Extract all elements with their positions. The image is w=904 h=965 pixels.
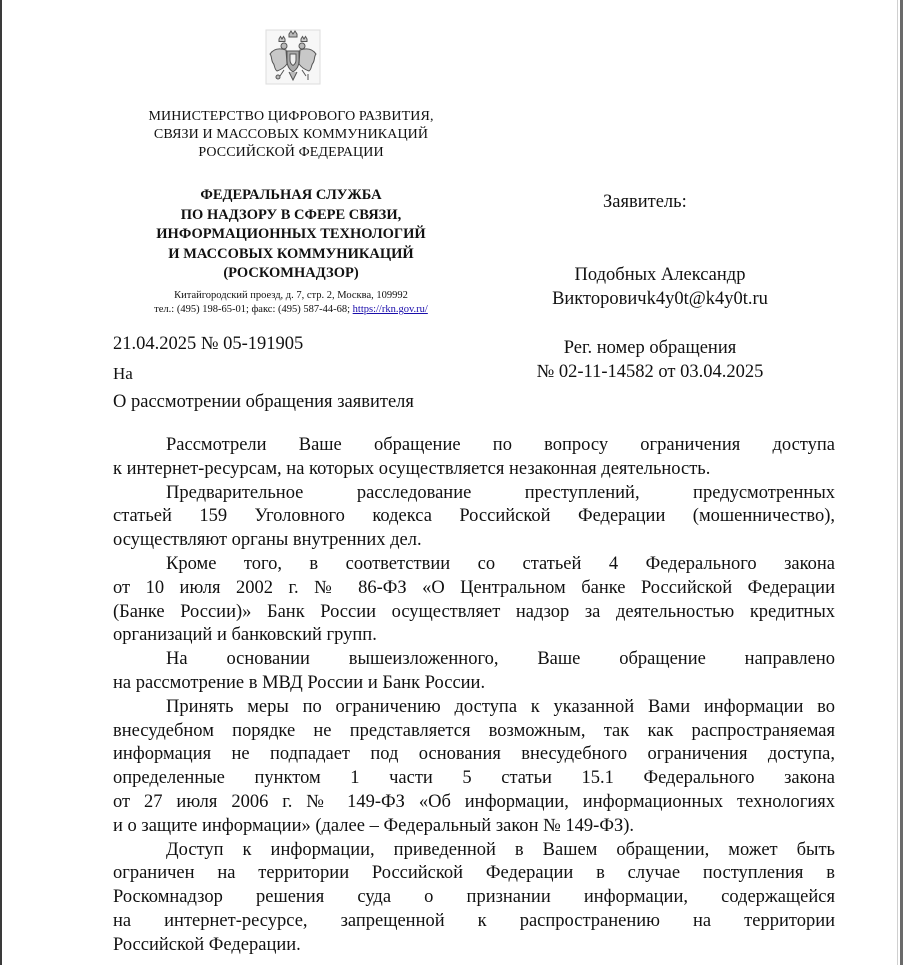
- body-paragraph: [113, 434, 835, 482]
- appeal-reg-label: Рег. номер обращения: [563, 338, 737, 358]
- body-line: (Банке России)» Банк России осуществляет надзор за деятельностью кредитных: [113, 601, 835, 622]
- letter-body: [113, 434, 835, 958]
- service-line: ИНФОРМАЦИОННЫХ ТЕХНОЛОГИЙ: [156, 226, 426, 243]
- contact-block: [110, 289, 472, 317]
- body-line: информация не подпадает под основания внесудебного ограничения доступа,: [113, 744, 835, 765]
- body-paragraph: [113, 648, 835, 696]
- body-line: ограничен на территории Российской Федерации в случае поступления в: [113, 863, 835, 884]
- in-reply-to-label: На: [113, 364, 133, 383]
- appeal-registration: [500, 336, 800, 384]
- postal-address: Китайгородский проезд, д. 7, стр. 2, Москва, 109992: [174, 290, 408, 301]
- body-line: на интернет-ресурсе, запрещенной к распространению на территории: [113, 910, 835, 931]
- body-line: Доступ к информации, приведенной в Вашем обращении, может быть: [166, 839, 835, 860]
- website-link[interactable]: https://rkn.gov.ru/: [352, 304, 428, 315]
- body-line: Принять меры по ограничению доступа к указанной Вами информации во: [166, 696, 835, 717]
- recipient-name-email-line: Викторовичk4y0t@k4y0t.ru: [552, 289, 768, 309]
- recipient-name: [500, 263, 820, 311]
- body-paragraph: [113, 696, 835, 839]
- body-line: организаций и банковский групп.: [113, 625, 377, 646]
- body-line: и о защите информации» (далее – Федеральный закон № 149-ФЗ).: [113, 815, 635, 836]
- letter-subject: О рассмотрении обращения заявителя: [113, 392, 414, 412]
- body-line: Российской Федерации.: [113, 934, 301, 955]
- ministry-line: МИНИСТЕРСТВО ЦИФРОВОГО РАЗВИТИЯ,: [148, 109, 434, 124]
- service-line: ФЕДЕРАЛЬНАЯ СЛУЖБА: [200, 187, 382, 203]
- contact-phones-line: [110, 303, 472, 317]
- body-line: статьей 159 Уголовного кодекса Российской Федерации (мошенничество),: [113, 506, 835, 527]
- body-line: внесудебном порядке не представляется возможным, так как распространяемая: [113, 720, 835, 741]
- body-line: Рассмотрели Ваше обращение по вопросу ограничения доступа: [166, 435, 835, 455]
- page-edge-shadow: [897, 0, 898, 965]
- phones: тел.: (495) 198-65-01; факс: (495) 587-44-68;: [154, 304, 351, 315]
- service-line: ПО НАДЗОРУ В СФЕРЕ СВЯЗИ,: [180, 206, 402, 223]
- page-edge-left: [0, 0, 2, 965]
- body-paragraph: [113, 839, 835, 958]
- body-paragraph: [113, 482, 835, 553]
- ministry-line: СВЯЗИ И МАССОВЫХ КОММУНИКАЦИЙ: [153, 127, 429, 142]
- state-emblem-icon: [262, 26, 324, 88]
- body-line: Предварительное расследование преступлений, предусмотренных: [166, 482, 835, 503]
- body-line: Кроме того, в соответствии со статьей 4 Федерального закона: [166, 553, 835, 574]
- service-name: [110, 186, 472, 284]
- recipient-name-line: Подобных Александр: [574, 265, 746, 285]
- body-line: На основании вышеизложенного, Ваше обращение направлено: [166, 649, 835, 670]
- service-line: (РОСКОМНАДЗОР): [223, 265, 359, 282]
- body-line: от 27 июля 2006 г. № 149-ФЗ «Об информации, информационных технологиях: [113, 791, 835, 812]
- body-line: к интернет-ресурсам, на которых осуществляется незаконная деятельность.: [113, 458, 711, 479]
- body-line: от 10 июля 2002 г. № 86-ФЗ «О Центральном банке Российской Федерации: [113, 577, 835, 598]
- recipient-label: Заявитель:: [603, 192, 687, 212]
- ministry-line: РОССИЙСКОЙ ФЕДЕРАЦИИ: [198, 145, 384, 160]
- body-line: определенные пунктом 1 части 5 статьи 15.1 Федерального закона: [113, 768, 835, 789]
- letter-date-number: 21.04.2025 № 05-191905: [113, 334, 304, 354]
- page-edge-right: [900, 0, 903, 965]
- body-paragraph: [113, 553, 835, 648]
- service-line: И МАССОВЫХ КОММУНИКАЦИЙ: [168, 245, 414, 262]
- body-line: Роскомнадзор решения суда о признании информации, содержащейся: [113, 887, 835, 908]
- ministry-name: [110, 108, 472, 162]
- body-line: осуществляют органы внутренних дел.: [113, 530, 422, 551]
- appeal-reg-number: № 02-11-14582 от 03.04.2025: [536, 362, 764, 382]
- body-line: на рассмотрение в МВД России и Банк России.: [113, 672, 486, 693]
